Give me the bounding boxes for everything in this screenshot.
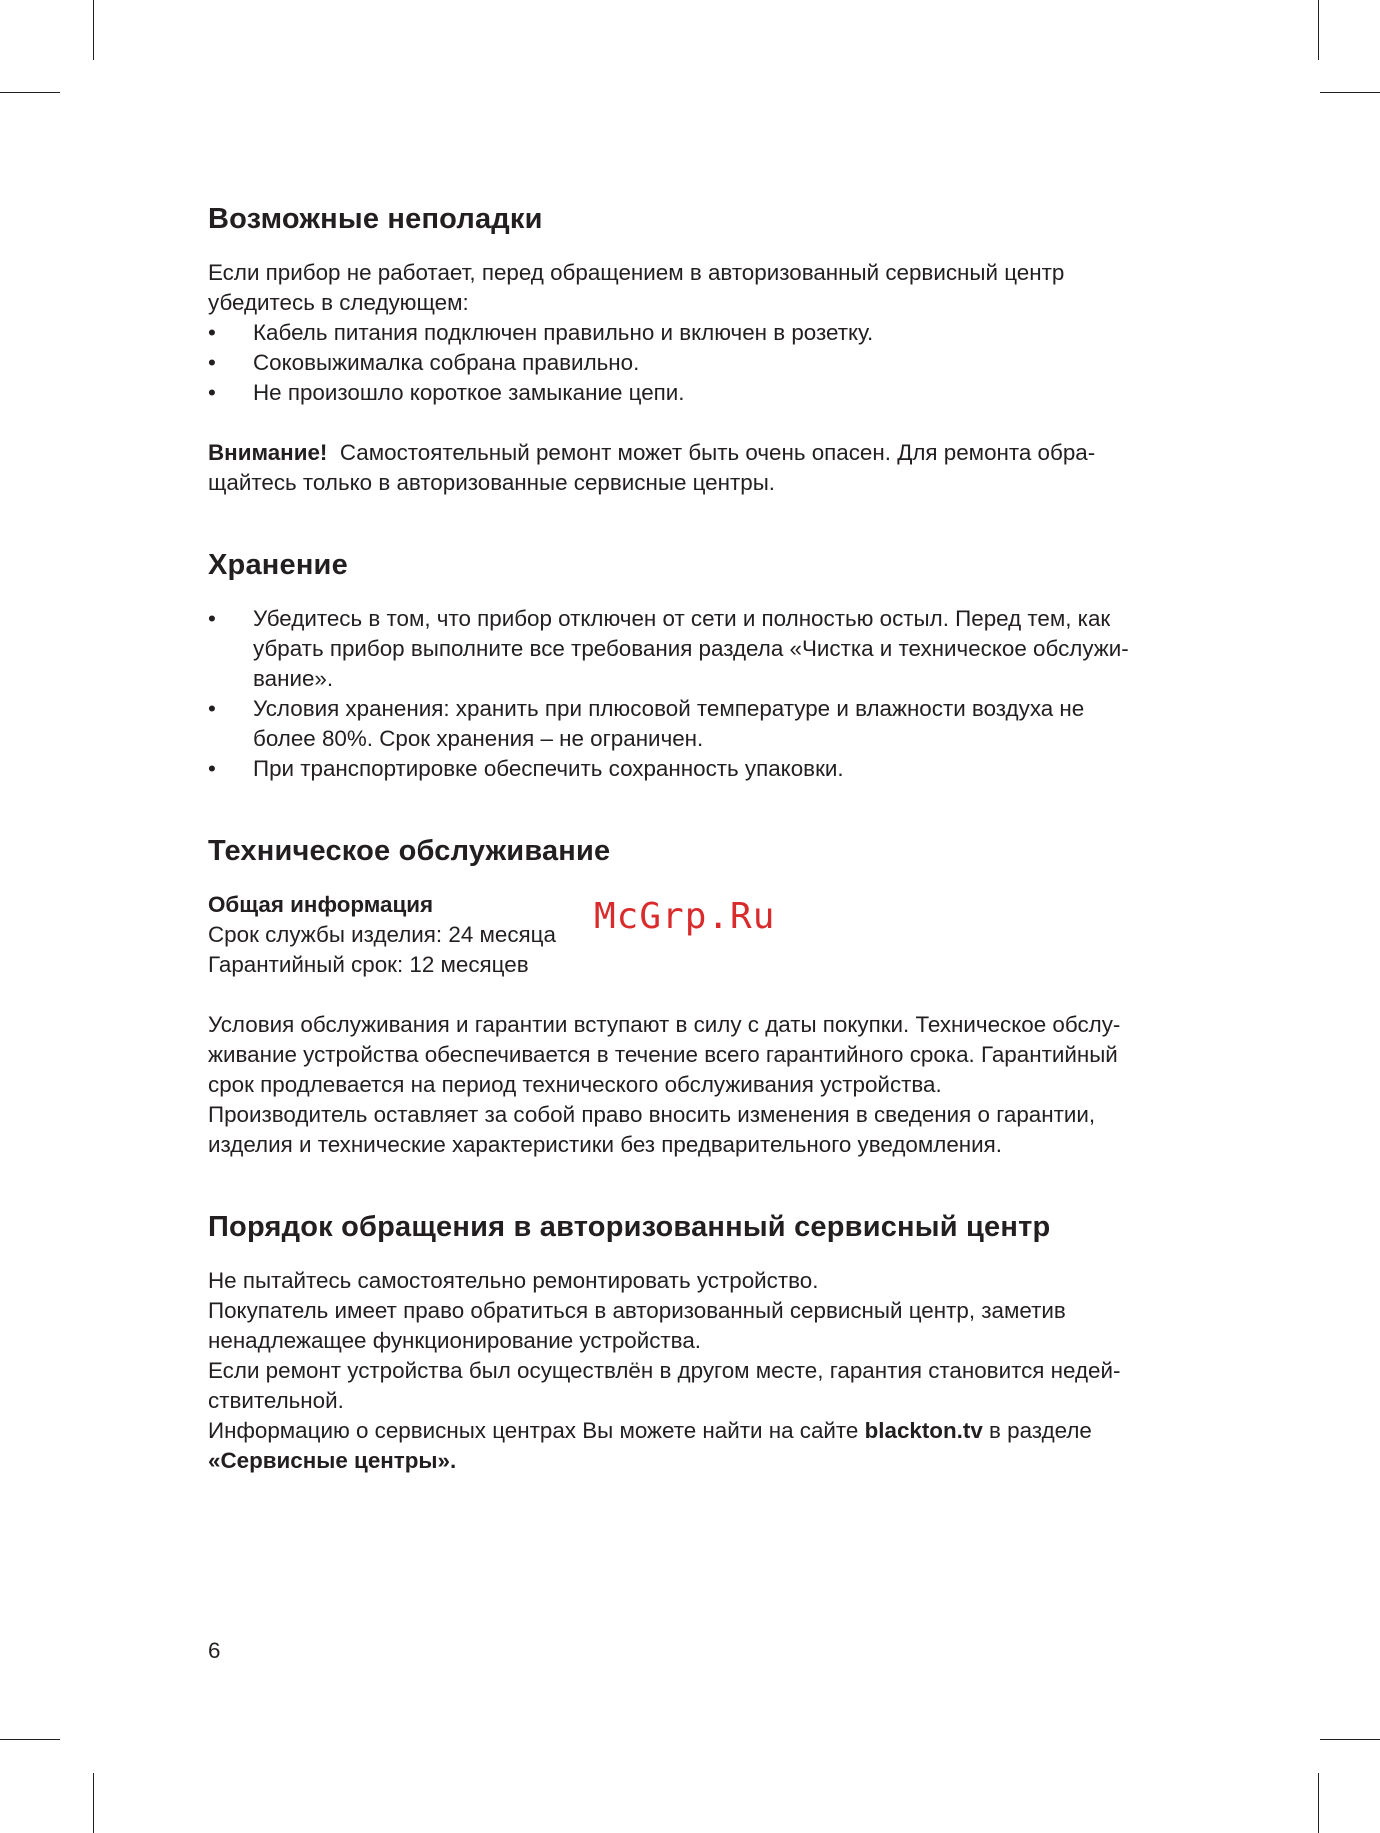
crop-mark-bottom-right-vertical [1318, 1773, 1319, 1833]
service-title: Порядок обращения в авторизованный сервисный центр [208, 1211, 1051, 1243]
maintenance-para-line: живание устройства обеспечивается в течение всего гарантийного срока. Гарантийный [208, 1042, 1118, 1067]
service-info-text: Информацию о сервисных центрах Вы можете найти на сайте [208, 1418, 859, 1443]
service-line: ствительной. [208, 1388, 344, 1413]
site-link[interactable]: blackton.tv [864, 1418, 983, 1443]
warning-text: Самостоятельный ремонт может быть очень опасен. Для ремонта обра- [339, 440, 1096, 465]
maintenance-para-line: срок продлевается на период технического обслуживания устройства. [208, 1072, 942, 1097]
storage-item1-line1: Убедитесь в том, что прибор отключен от сети и полностью остыл. Перед тем, как [253, 606, 1111, 631]
crop-mark-bottom-left-horizontal [0, 1739, 60, 1740]
troubleshooting-intro-line2: убедитесь в следующем: [208, 290, 469, 315]
troubleshooting-intro-line1: Если прибор не работает, перед обращением в авторизованный сервисный центр [208, 260, 1065, 285]
service-section-name: «Сервисные центры». [208, 1448, 457, 1473]
crop-mark-top-right-horizontal [1320, 92, 1380, 93]
storage-item2-line2: более 80%. Срок хранения – не ограничен. [253, 726, 704, 751]
maintenance-para-line: изделия и технические характеристики без предварительного уведомления. [208, 1132, 1003, 1157]
list-item: • Не произошло короткое замыкание цепи. [208, 378, 1208, 408]
page-number: 6 [208, 1638, 221, 1663]
service-line: ненадлежащее функционирование устройства. [208, 1328, 701, 1353]
storage-item1-line3: вание». [253, 666, 334, 691]
list-item: • При транспортировке обеспечить сохранность упаковки. [208, 754, 1208, 784]
service-info-line [208, 1416, 1208, 1446]
warning-label: Внимание! [208, 440, 328, 465]
list-item: • Кабель питания подключен правильно и включен в розетку. [208, 318, 1208, 348]
troubleshooting-title: Возможные неполадки [208, 203, 543, 235]
troubleshooting-list [208, 318, 1208, 408]
list-item: • Соковыжималка собрана правильно. [208, 348, 1208, 378]
warning-line2: щайтесь только в авторизованные сервисные центры. [208, 470, 776, 495]
maintenance-section [208, 828, 1208, 1160]
storage-section [208, 542, 1208, 784]
service-info-after: в разделе [989, 1418, 1092, 1443]
troubleshooting-section [208, 196, 1208, 498]
storage-item2-line1: Условия хранения: хранить при плюсовой температуре и влажности воздуха не [253, 696, 1085, 721]
maintenance-subtitle: Общая информация [208, 892, 434, 917]
crop-mark-top-right-vertical [1318, 0, 1319, 60]
crop-mark-top-left-horizontal [0, 92, 60, 93]
storage-item1-line2: убрать прибор выполните все требования раздела «Чистка и техническое обслужи- [253, 636, 1129, 661]
service-section [208, 1204, 1208, 1476]
service-line: Не пытайтесь самостоятельно ремонтировать устройство. [208, 1268, 819, 1293]
maintenance-title: Техническое обслуживание [208, 835, 611, 867]
service-line: Если ремонт устройства был осуществлён в другом месте, гарантия становится недей- [208, 1358, 1121, 1383]
warranty-period: Гарантийный срок: 12 месяцев [208, 952, 529, 977]
warning-line1 [208, 438, 1208, 468]
service-life: Срок службы изделия: 24 месяца [208, 922, 556, 947]
list-item [208, 694, 1208, 754]
crop-mark-top-left-vertical [93, 0, 94, 60]
service-line: Покупатель имеет право обратиться в авторизованный сервисный центр, заметив [208, 1298, 1066, 1323]
crop-mark-bottom-left-vertical [93, 1773, 94, 1833]
storage-title: Хранение [208, 549, 348, 581]
watermark: McGrp.Ru [594, 896, 776, 937]
page-content [208, 196, 1208, 1476]
maintenance-para-line: Условия обслуживания и гарантии вступают в силу с даты покупки. Техническое обслу- [208, 1012, 1121, 1037]
crop-mark-bottom-right-horizontal [1320, 1739, 1380, 1740]
maintenance-para-line: Производитель оставляет за собой право вносить изменения в сведения о гарантии, [208, 1102, 1096, 1127]
storage-list [208, 604, 1208, 784]
list-item [208, 604, 1208, 694]
